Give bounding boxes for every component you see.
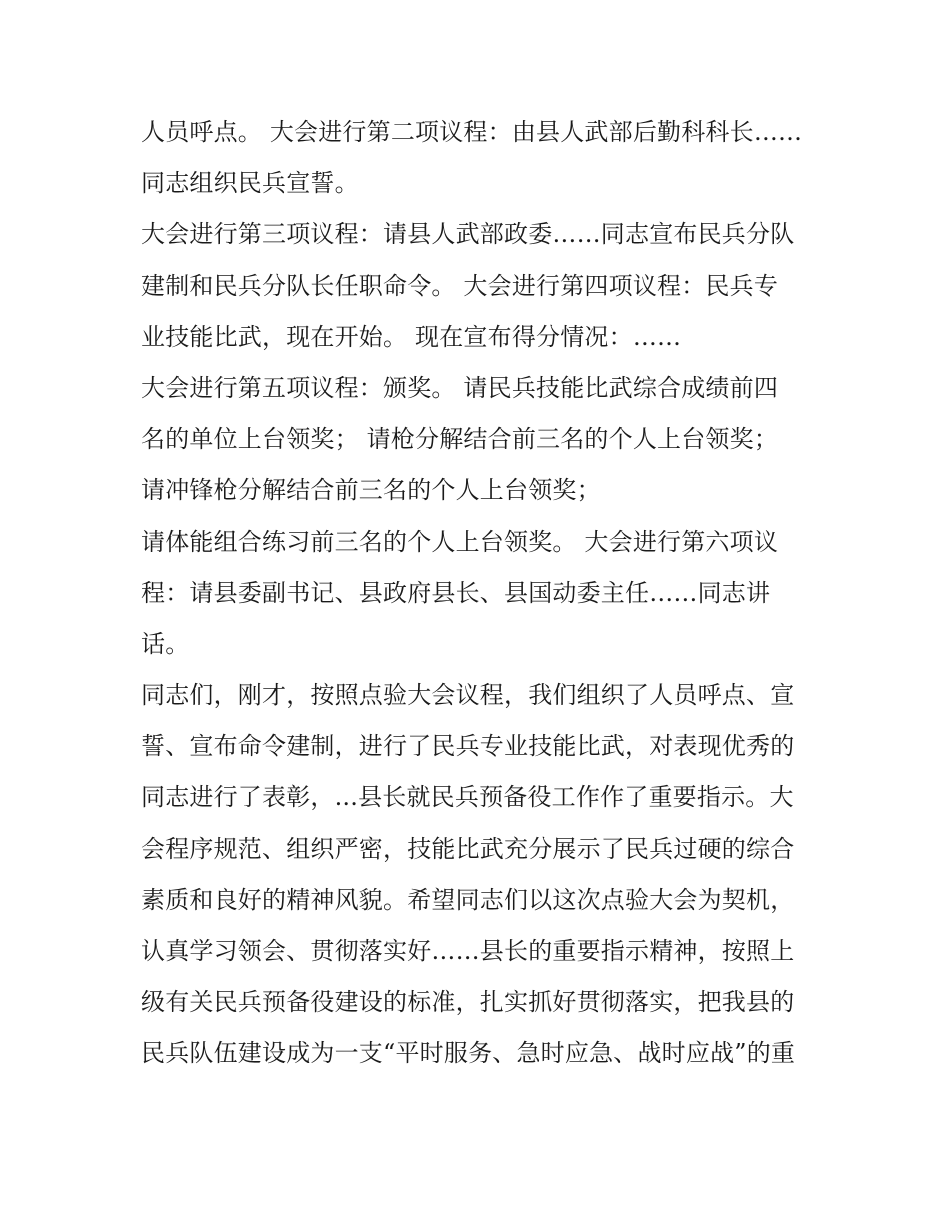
text-line: 级有关民兵预备役建设的标准，扎实抓好贯彻落实，把我县的 [141,988,795,1017]
text-line: 名的单位上台领奖； 请枪分解结合前三名的个人上台领奖； [141,425,779,454]
text-line: 同志们，刚才，按照点验大会议程，我们组织了人员呼点、宣 [141,681,795,710]
text-line: 誓、宣布命令建制，进行了民兵专业技能比武，对表现优秀的 [141,732,795,761]
text-line: 会程序规范、组织严密，技能比武充分展示了民兵过硬的综合 [141,834,795,863]
text-line: 请冲锋枪分解结合前三名的个人上台领奖； [141,476,601,505]
text-line: 大会进行第三项议程：请县人武部政委……同志宣布民兵分队 [141,220,795,249]
text-line: 程：请县委副书记、县政府县长、县国动委主任……同志讲 [141,578,771,607]
text-line: 民兵队伍建设成为一支“平时服务、急时应急、战时应战”的重 [141,1039,796,1068]
text-line: 人员呼点。 大会进行第二项议程：由县人武部后勤科科长…… [141,118,803,146]
text-line: 建制和民兵分队长任职命令。 大会进行第四项议程：民兵专 [141,271,779,300]
document-body [141,107,821,1080]
text-line: 话。 [141,629,190,658]
text-line: 同志进行了表彰，...县长就民兵预备役工作作了重要指示。大 [141,783,794,812]
text-line: 认真学习领会、贯彻落实好……县长的重要指示精神，按照上 [141,937,795,965]
text-line: 业技能比武，现在开始。 现在宣布得分情况：…… [141,322,682,351]
text-line: 大会进行第五项议程：颁奖。 请民兵技能比武综合成绩前四 [141,373,779,402]
text-line: 素质和良好的精神风貌。希望同志们以这次点验大会为契机， [141,885,795,914]
text-line: 请体能组合练习前三名的个人上台领奖。 大会进行第六项议 [141,527,779,556]
text-line: 同志组织民兵宣誓。 [141,169,359,198]
